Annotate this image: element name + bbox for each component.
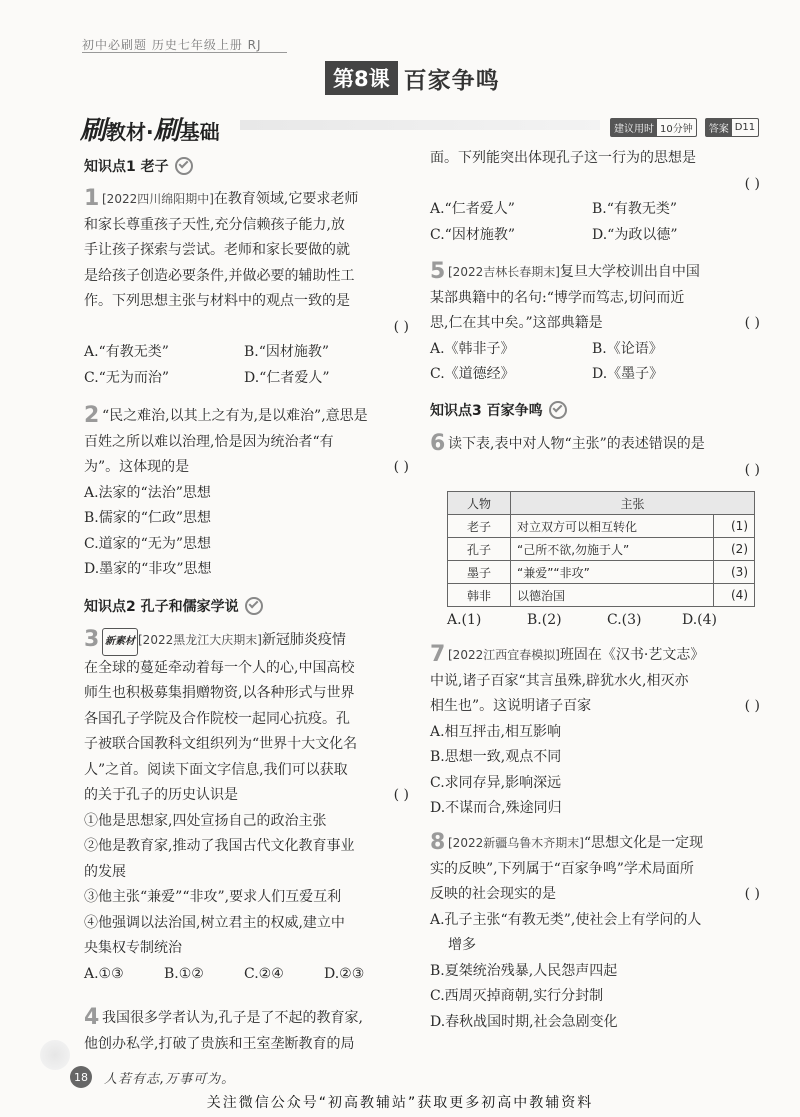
table-cell: 对立双方可以相互转化	[511, 515, 714, 538]
option-b: B.夏桀统治残暴,人民怨声四起	[430, 962, 618, 979]
answer-label: 答案	[706, 119, 732, 136]
option-d: D.墨家的“非攻”思想	[84, 561, 212, 577]
table-cell: (4)	[714, 584, 755, 607]
q2-number: 2	[84, 403, 100, 428]
q4-line: 我国很多学者认为,孔子是了不起的教育家,	[102, 1010, 363, 1026]
table-header-row	[448, 492, 755, 515]
option-c: C.西周灭掉商朝,实行分封制	[430, 988, 604, 1004]
option-c: C.②④	[244, 965, 284, 982]
table-cell: 老子	[448, 515, 511, 538]
q3-line: 子被联合国教科文组织列为“世界十大文化名	[84, 736, 358, 752]
answer-blank[interactable]: ( )	[744, 886, 760, 902]
statement-item: ④他强调以法治国,树立君主的权威,建立中	[84, 914, 345, 931]
brush-glyph: 刷	[80, 116, 107, 146]
option-b: B.思想一致,观点不同	[430, 749, 562, 765]
table-row	[448, 515, 755, 538]
option-d: D.不谋而合,殊途同归	[430, 800, 562, 816]
answer-value: D11	[734, 122, 756, 133]
q8-number: 8	[430, 830, 446, 855]
q1-line: 是给孩子创造必要条件,并做必要的辅助性工	[84, 267, 355, 284]
q3-line: 各国孔子学院及合作院校一起同心抗疫。孔	[84, 710, 350, 727]
answer-blank[interactable]: ( )	[744, 315, 760, 331]
q4-line: 他创办私学,打破了贵族和王室垄断教育的局	[84, 1035, 355, 1052]
question-5	[430, 260, 760, 388]
q5-number: 5	[430, 259, 446, 284]
meta-tags	[610, 118, 759, 137]
option-b: B.《论语》	[592, 340, 663, 357]
q7-number: 7	[430, 642, 446, 667]
time-label: 建议用时	[611, 119, 657, 136]
table-cell: 墨子	[448, 561, 511, 584]
q2-line: 百姓之所以难以治理,恰是因为统治者“有	[84, 433, 334, 450]
question-2	[84, 404, 409, 583]
q2-line: “民之难治,以其上之有为,是以难治”,意思是	[102, 408, 368, 424]
q8-line: 实的反映”,下列属于“百家争鸣”学术局面所	[430, 860, 694, 877]
page-number: 18	[70, 1066, 92, 1088]
q5-line: 某部典籍中的名句:“博学而笃志,切问而近	[430, 289, 685, 306]
option-a: A.孔子主张“有教无类”,使社会上有学问的人	[430, 911, 702, 928]
option-d: D.“仁者爱人”	[244, 369, 330, 386]
decorative-lantern	[40, 1040, 70, 1070]
section-label-b: 基础	[179, 120, 220, 144]
table-cell: (1)	[714, 515, 755, 538]
table-row	[448, 584, 755, 607]
question-6	[430, 432, 760, 483]
table-row	[448, 561, 755, 584]
statement-item: 央集权专制统治	[84, 940, 182, 956]
q6-number: 6	[430, 431, 446, 456]
option-d: D.②③	[324, 965, 365, 982]
table-cell: (3)	[714, 561, 755, 584]
section-label	[80, 116, 220, 146]
q3-number: 3	[84, 627, 100, 652]
option-c: C.(3)	[607, 612, 642, 628]
book-header: 初中必刷题 历史七年级上册 RJ	[82, 38, 262, 52]
option-d: D.春秋战国时期,社会急剧变化	[430, 1013, 618, 1030]
brush-glyph-2: 刷	[153, 116, 180, 146]
q3-line: 的关于孔子的历史认识是	[84, 787, 238, 803]
statement-item: ①他是思想家,四处宣扬自己的政治主张	[84, 812, 327, 829]
answer-blank[interactable]: ( )	[393, 459, 409, 475]
statement-item: ②他是教育家,推动了我国古代文化教育事业	[84, 838, 355, 854]
option-c: C.“因材施教”	[430, 226, 515, 243]
promo-note: 关注微信公众号“初高教辅站”获取更多初高中教辅资料	[206, 1095, 594, 1111]
option-d: D.《墨子》	[592, 366, 664, 382]
knowledge-point-2	[84, 596, 263, 616]
question-6-options	[447, 608, 757, 634]
option-b: B.儒家的“仁政”思想	[84, 510, 212, 526]
section-label-a: 教材	[106, 120, 147, 144]
q7-line: 相生也”。这说明诸子百家	[430, 698, 592, 714]
motto: 人若有志,万事可为。	[104, 1072, 236, 1087]
question-8	[430, 831, 760, 1035]
q7-line: 中说,诸子百家“其言虽殊,辟犹水火,相灭亦	[430, 672, 689, 689]
question-3	[84, 628, 409, 987]
statement-item: ③他主张“兼爱”“非攻”,要求人们互爱互利	[84, 889, 342, 905]
time-value: 10分钟	[660, 124, 693, 135]
q7-line: 班固在《汉书·艺文志》	[559, 647, 705, 663]
knowledge-point-3	[430, 400, 567, 420]
q8-source: [2022新疆乌鲁木齐期末]	[448, 836, 584, 850]
answer-blank[interactable]: ( )	[393, 318, 409, 335]
q4-number: 4	[84, 1005, 100, 1030]
question-4	[84, 1006, 409, 1057]
table-cell: 孔子	[448, 538, 511, 561]
option-a: A.①③	[84, 965, 124, 982]
option-c: C.“无为而治”	[84, 369, 169, 386]
q8-line: “思想文化是一定现	[583, 835, 704, 851]
kp1-title: 知识点1 老子	[84, 159, 169, 175]
q3-line: 新冠肺炎疫情	[261, 632, 346, 648]
answer-tag	[705, 118, 759, 137]
section-dot: ·	[146, 120, 154, 144]
q5-line: 思,仁在其中矣。”这部典籍是	[430, 315, 603, 331]
option-a-cont: 增多	[448, 937, 476, 953]
q3-line: 在全球的蔓延牵动着每一个人的心,中国高校	[84, 659, 355, 676]
knowledge-point-1	[84, 156, 193, 176]
q5-line: 复旦大学校训出自中国	[559, 264, 700, 280]
q3-line: 人”之首。阅读下面文字信息,我们可以获取	[84, 761, 348, 778]
lesson-title	[325, 60, 500, 96]
answer-blank[interactable]: ( )	[744, 698, 760, 714]
q6-line: 读下表,表中对人物“主张”的表述错误的是	[448, 436, 705, 452]
q8-line: 反映的社会现实的是	[430, 886, 556, 902]
thinkers-table	[447, 491, 755, 607]
table-cell: 以德治国	[511, 584, 714, 607]
option-b: B.(2)	[527, 612, 562, 628]
q5-source: [2022吉林长春期末]	[448, 265, 560, 279]
lesson-name: 百家争鸣	[403, 67, 500, 94]
answer-blank[interactable]: ( )	[393, 787, 409, 803]
q1-number: 1	[84, 186, 100, 211]
kp2-title: 知识点2 孔子和儒家学说	[84, 599, 239, 615]
table-header: 主张	[511, 492, 755, 515]
q3-source: [2022黑龙江大庆期末]	[138, 633, 262, 647]
answer-blank[interactable]: ( )	[744, 175, 760, 192]
header-rule	[82, 52, 287, 53]
table-cell: “己所不欲,勿施于人”	[511, 538, 714, 561]
q1-line: 和家长尊重孩子天性,充分信赖孩子能力,放	[84, 216, 345, 233]
answer-blank[interactable]: ( )	[744, 461, 760, 478]
check-icon	[175, 157, 193, 175]
option-d: D.(4)	[682, 612, 718, 628]
option-a: A.《韩非子》	[430, 340, 515, 357]
statement-item: 的发展	[84, 863, 126, 880]
table-cell: “兼爱”“非攻”	[511, 561, 714, 584]
new-material-badge: 新素材	[102, 628, 138, 656]
q2-line: 为”。这体现的是	[84, 459, 190, 475]
table-row	[448, 538, 755, 561]
option-a: A.“有教无类”	[84, 344, 169, 360]
option-b: B.“因材施教”	[244, 344, 330, 360]
question-4-continued	[430, 146, 760, 248]
q4-line: 面。下列能突出体现孔子这一行为的思想是	[430, 150, 696, 166]
time-tag	[610, 118, 697, 137]
kp3-title: 知识点3 百家争鸣	[430, 403, 543, 419]
option-b: B.①②	[164, 965, 204, 982]
question-1	[84, 187, 409, 391]
q7-source: [2022江西宜春模拟]	[448, 648, 560, 662]
q1-source: [2022四川绵阳期中]	[102, 192, 214, 206]
table-header: 人物	[448, 492, 511, 515]
check-icon	[245, 597, 263, 615]
option-a: A.法家的“法治”思想	[84, 484, 211, 501]
q3-line: 师生也积极募集捐赠物资,以各种形式与世界	[84, 685, 355, 701]
option-c: C.《道德经》	[430, 366, 515, 382]
option-d: D.“为政以德”	[592, 226, 678, 243]
option-c: C.求同存异,影响深远	[430, 774, 562, 791]
q1-line: 手让孩子探索与尝试。老师和家长要做的就	[84, 242, 350, 258]
option-c: C.道家的“无为”思想	[84, 535, 211, 552]
table-cell: (2)	[714, 538, 755, 561]
lesson-number: 第8课	[325, 61, 398, 95]
q1-line: 作。下列思想主张与材料中的观点一致的是	[84, 293, 350, 309]
option-a: A.(1)	[447, 612, 482, 628]
option-a: A.“仁者爱人”	[430, 201, 515, 217]
q1-line: 在教育领域,它要求老师	[213, 191, 359, 207]
option-b: B.“有教无类”	[592, 201, 678, 217]
check-icon	[549, 401, 567, 419]
question-7	[430, 643, 760, 822]
option-a: A.相互抨击,相互影响	[430, 723, 562, 740]
table-cell: 韩非	[448, 584, 511, 607]
